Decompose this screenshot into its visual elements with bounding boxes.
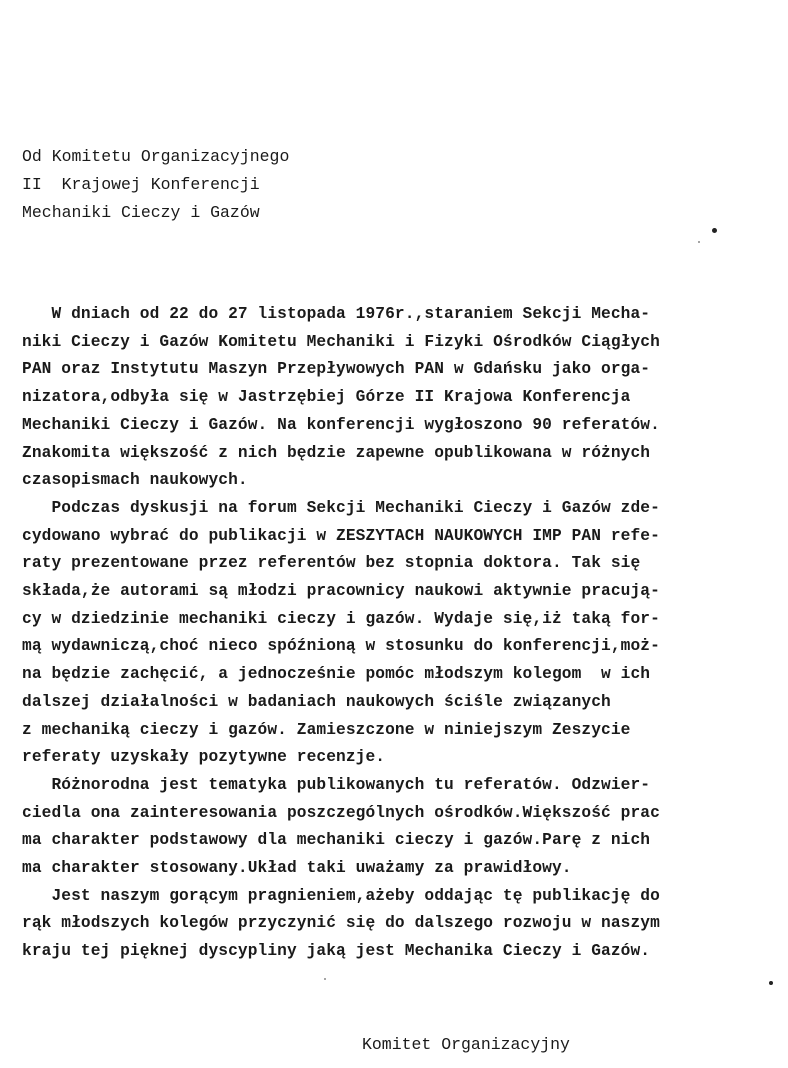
document-header (22, 143, 289, 227)
scan-speck (712, 228, 717, 233)
body-line: Różnorodna jest tematyka publikowanych tu referatów. Odzwier- (22, 775, 651, 794)
body-line: ciedla ona zainteresowania poszczególnych ośrodków.Większość prac (22, 803, 660, 822)
body-line: kraju tej pięknej dyscypliny jaką jest Mechanika Cieczy i Gazów. (22, 942, 651, 961)
body-line: raty prezentowane przez referentów bez stopnia doktora. Tak się (22, 554, 641, 573)
body-line: Mechaniki Cieczy i Gazów. Na konferencji wygłoszono 90 referatów. (22, 415, 660, 434)
body-line: ma charakter podstawowy dla mechaniki cieczy i gazów.Parę z nich (22, 831, 651, 850)
header-line-2: II Krajowej Konferencji (22, 175, 260, 194)
header-line-1: Od Komitetu Organizacyjnego (22, 147, 290, 166)
body-line: nizatora,odbyła się w Jastrzębiej Górze II Krajowa Konferencja (22, 388, 631, 407)
body-line: składa,że autorami są młodzi pracownicy naukowi aktywnie pracują- (22, 582, 660, 601)
body-line: W dniach od 22 do 27 listopada 1976r.,staraniem Sekcji Mecha- (22, 305, 651, 323)
body-line: Znakomita większość z nich będzie zapewne opublikowana w różnych (22, 443, 651, 462)
signature: Komitet Organizacyjny (362, 1035, 570, 1054)
body-line: rąk młodszych kolegów przyczynić się do dalszego rozwoju w naszym (22, 914, 660, 933)
body-line: ma charakter stosowany.Układ taki uważamy za prawidłowy. (22, 859, 572, 878)
scan-speck (698, 241, 700, 243)
body-line: cy w dziedzinie mechaniki cieczy i gazów. Wydaje się,iż taką for- (22, 609, 660, 628)
body-line: z mechaniką cieczy i gazów. Zamieszczone w niniejszym Zeszycie (22, 720, 631, 739)
body-line: referaty uzyskały pozytywne recenzje. (22, 748, 386, 767)
body-line: mą wydawniczą,choć nieco spóźnioną w stosunku do konferencji,moż- (22, 637, 660, 656)
document-body (22, 301, 772, 966)
body-line: Podczas dyskusji na forum Sekcji Mechaniki Cieczy i Gazów zde- (22, 498, 660, 517)
body-line: na będzie zachęcić, a jednocześnie pomóc młodszym kolegom w ich (22, 665, 651, 684)
body-line: dalszej działalności w badaniach naukowych ściśle związanych (22, 692, 611, 711)
body-line: cydowano wybrać do publikacji w ZESZYTACH NAUKOWYCH IMP PAN refe- (22, 526, 660, 545)
body-line: Jest naszym gorącym pragnieniem,ażeby oddając tę publikację do (22, 886, 660, 905)
header-line-3: Mechaniki Cieczy i Gazów (22, 203, 260, 222)
body-line: PAN oraz Instytutu Maszyn Przepływowych PAN w Gdańsku jako orga- (22, 360, 651, 379)
scan-speck (324, 978, 326, 980)
body-line: czasopismach naukowych. (22, 471, 248, 490)
body-line: niki Cieczy i Gazów Komitetu Mechaniki i Fizyki Ośrodków Ciągłych (22, 332, 660, 351)
scan-speck (769, 981, 773, 985)
